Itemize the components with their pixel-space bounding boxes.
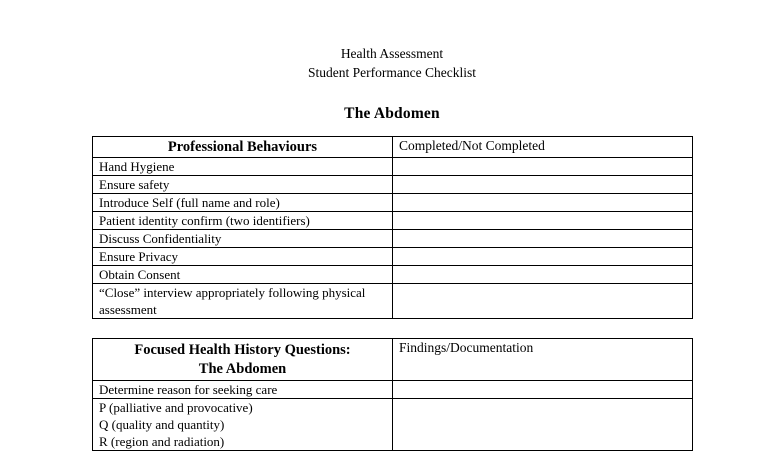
table-row (93, 212, 693, 230)
completed-cell[interactable] (393, 194, 693, 212)
professional-behaviours-header: Professional Behaviours (93, 137, 393, 158)
behaviour-label: Discuss Confidentiality (93, 230, 393, 248)
completed-cell[interactable] (393, 248, 693, 266)
findings-header: Findings/Documentation (393, 339, 693, 381)
pqrst-line: P (palliative and provocative) (99, 400, 253, 415)
completed-cell[interactable] (393, 176, 693, 194)
findings-cell[interactable] (393, 399, 693, 451)
table-row (93, 284, 693, 319)
behaviour-label: Patient identity confirm (two identifiers) (93, 212, 393, 230)
findings-cell[interactable] (393, 381, 693, 399)
behaviour-label: Ensure safety (93, 176, 393, 194)
completed-header: Completed/Not Completed (393, 137, 693, 158)
table-row (93, 381, 693, 399)
health-history-header-line1: Focused Health History Questions: (134, 342, 351, 358)
pqrst-line: R (region and radiation) (99, 434, 225, 449)
completed-cell[interactable] (393, 284, 693, 319)
table-row (93, 230, 693, 248)
health-history-header-line2: The Abdomen (198, 361, 287, 377)
behaviour-label: Introduce Self (full name and role) (93, 194, 393, 212)
document-subtitle: Student Performance Checklist (308, 65, 476, 80)
health-history-header (93, 339, 393, 381)
question-label (93, 399, 393, 451)
table-header-row (93, 339, 693, 381)
health-history-table (92, 338, 693, 451)
table-row (93, 158, 693, 176)
table-row (93, 194, 693, 212)
behaviour-label: Hand Hygiene (93, 158, 393, 176)
document-title: Health Assessment (340, 46, 444, 61)
behaviour-label: Obtain Consent (93, 266, 393, 284)
table-row (93, 399, 693, 451)
professional-behaviours-table (92, 136, 693, 319)
table-header-row (93, 137, 693, 158)
completed-cell[interactable] (393, 158, 693, 176)
behaviour-label: Ensure Privacy (93, 248, 393, 266)
pqrst-line: Q (quality and quantity) (99, 417, 225, 432)
completed-cell[interactable] (393, 212, 693, 230)
table-row (93, 248, 693, 266)
table-row (93, 266, 693, 284)
table-row (93, 176, 693, 194)
section-title: The Abdomen (344, 105, 440, 122)
question-label: Determine reason for seeking care (93, 381, 393, 399)
behaviour-label: “Close” interview appropriately following physical assessment (93, 284, 393, 319)
completed-cell[interactable] (393, 230, 693, 248)
completed-cell[interactable] (393, 266, 693, 284)
